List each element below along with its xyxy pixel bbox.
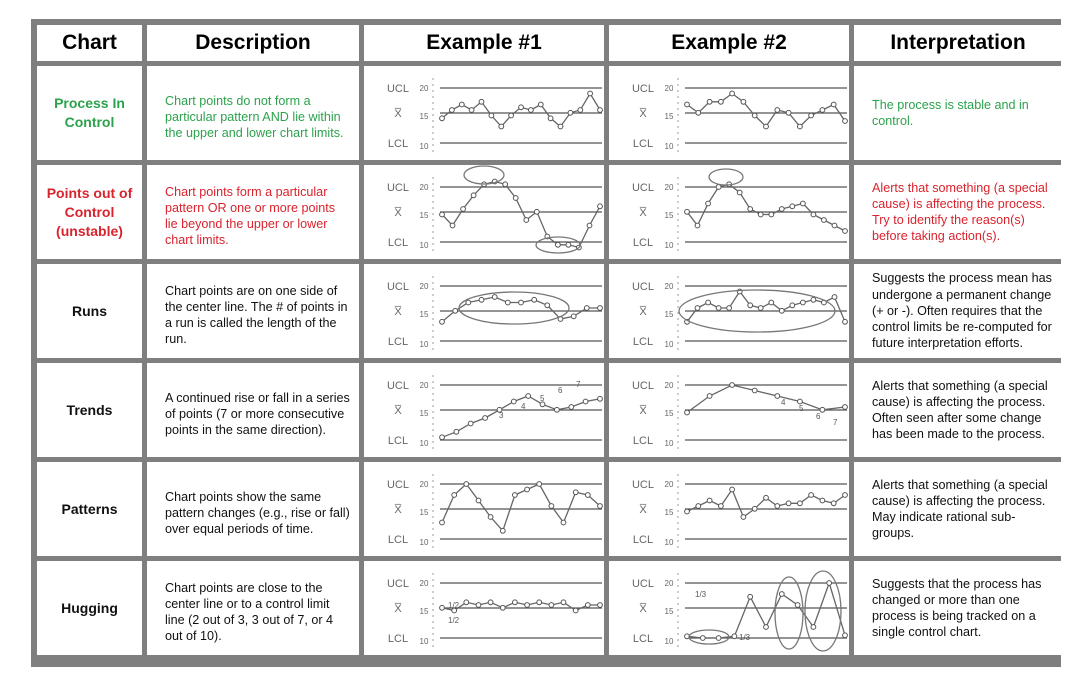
data-point [685,102,690,107]
data-point [707,99,712,104]
data-point [549,504,554,509]
annotation-label: 3 [499,411,504,420]
control-chart-svg [364,363,604,457]
annotation-label: 4 [521,402,526,411]
data-point [716,185,721,190]
axis-label-lcl: LCL [387,633,409,645]
tick-label: 10 [419,439,429,448]
tick-label: 10 [664,538,674,547]
control-chart-svg [609,264,849,358]
data-point [752,506,757,511]
row-name: Runs [37,264,142,358]
tick-label: 20 [664,579,674,588]
axis-label-lcl: LCL [632,138,654,150]
data-point [764,124,769,129]
annotation-label: 1/2 [448,616,460,625]
example-chart-1 [364,363,604,457]
axis-label-lcl: LCL [632,534,654,546]
control-chart-svg [364,66,604,160]
example-chart-1 [364,462,604,556]
data-point [440,212,445,217]
header-example-1: Example #1 [364,25,604,61]
data-point [748,594,753,599]
data-point [752,388,757,393]
data-point [598,504,603,509]
example-chart-1 [364,561,604,655]
highlight-ellipse [709,169,743,185]
annotation-label: 7 [833,418,838,427]
axis-label-ucl: UCL [386,281,410,293]
data-point [440,116,445,121]
data-point [464,482,469,487]
control-chart-svg [609,561,849,655]
data-point [758,212,763,217]
data-point [532,297,537,302]
data-point [571,314,576,319]
data-point [706,300,711,305]
control-chart-svg [609,462,849,556]
tick-label: 10 [664,340,674,349]
axis-label-ucl: UCL [631,281,655,293]
data-point [598,108,603,113]
axis-label-center: X̅ [394,108,402,120]
row-description: A continued rise or fall in a series of points (7 or more consecutive points in the same direction). [147,363,359,457]
data-point [479,99,484,104]
tick-label: 10 [664,439,674,448]
data-point [707,394,712,399]
data-point [798,501,803,506]
data-point [685,410,690,415]
data-point [452,493,457,498]
data-point [573,608,578,613]
data-point [440,435,445,440]
data-point [695,306,700,311]
data-point [519,300,524,305]
control-chart-svg [609,363,849,457]
row-interpretation: Alerts that something (a special cause) is affecting the process. Try to identify the reason(s) before taking action(s). [854,165,1062,259]
data-point [489,113,494,118]
tick-label: 20 [664,183,674,192]
data-point [809,493,814,498]
data-point [500,605,505,610]
data-point [843,229,848,234]
axis-label-lcl: LCL [387,435,409,447]
data-point [832,223,837,228]
header-description: Description [147,25,359,61]
control-chart-svg [364,561,604,655]
data-point [716,636,721,641]
data-point [459,102,464,107]
data-point [732,634,737,639]
data-point [585,603,590,608]
tick-label: 20 [419,579,429,588]
data-point [568,110,573,115]
row-name: Points out of Control (unstable) [37,165,142,259]
data-point [843,493,848,498]
data-point [696,504,701,509]
data-point [573,490,578,495]
data-point [685,209,690,214]
data-point [598,396,603,401]
example-chart-1 [364,165,604,259]
row-description: Chart points show the same pattern changes (e.g., rise or fall) over equal periods of time. [147,462,359,556]
data-point [775,504,780,509]
axis-label-center: X̅ [394,207,402,219]
data-point [538,102,543,107]
axis-label-center: X̅ [394,306,402,318]
data-point [513,600,518,605]
data-point [695,223,700,228]
data-point [764,495,769,500]
data-point [440,605,445,610]
axis-label-center: X̅ [639,207,647,219]
data-point [831,501,836,506]
data-point [700,636,705,641]
axis-label-center: X̅ [639,405,647,417]
annotation-label: 6 [816,412,821,421]
data-point [779,207,784,212]
data-point [779,308,784,313]
data-point [450,223,455,228]
data-point [811,212,816,217]
data-point [529,108,534,113]
data-point [499,124,504,129]
data-point [503,182,508,187]
data-point [769,300,774,305]
example-chart-2 [609,462,849,556]
series-line [687,490,845,518]
example-chart-1 [364,66,604,160]
data-point [707,498,712,503]
data-point [598,204,603,209]
axis-label-ucl: UCL [631,83,655,95]
example-chart-2 [609,165,849,259]
data-point [790,303,795,308]
data-point [598,603,603,608]
data-point [820,407,825,412]
axis-label-ucl: UCL [631,578,655,590]
axis-label-lcl: LCL [632,435,654,447]
tick-label: 20 [664,282,674,291]
data-point [769,212,774,217]
row-description: Chart points form a particular pattern OR one or more points lie beyond the upper or lower chart limits. [147,165,359,259]
row-description: Chart points are on one side of the center line. The # of points in a run is called the length of the run. [147,264,359,358]
data-point [775,108,780,113]
annotation-label: 1/3 [739,633,751,642]
axis-label-ucl: UCL [386,83,410,95]
header-chart: Chart [37,25,142,61]
tick-label: 10 [419,637,429,646]
axis-label-center: X̅ [394,504,402,516]
axis-label-lcl: LCL [387,534,409,546]
row-interpretation: The process is stable and in control. [854,66,1062,160]
tick-label: 10 [419,142,429,151]
axis-label-ucl: UCL [631,380,655,392]
data-point [685,509,690,514]
control-chart-svg [609,165,849,259]
axis-label-lcl: LCL [632,336,654,348]
data-point [466,300,471,305]
example-chart-2 [609,264,849,358]
tick-label: 20 [419,84,429,93]
data-point [548,116,553,121]
annotation-label: 1/2 [448,601,460,610]
data-point [440,319,445,324]
series-line [442,182,600,248]
row-name: Trends [37,363,142,457]
annotation-label: 5 [540,394,545,403]
data-point [505,300,510,305]
data-point [809,113,814,118]
data-point [843,119,848,124]
data-point [820,108,825,113]
data-point [561,520,566,525]
tick-label: 15 [664,607,674,616]
data-point [786,110,791,115]
tick-label: 15 [664,112,674,121]
data-point [545,303,550,308]
data-point [509,113,514,118]
data-point [798,124,803,129]
data-point [476,603,481,608]
data-point [727,306,732,311]
data-point [719,99,724,104]
data-point [461,207,466,212]
data-point [741,515,746,520]
data-point [764,625,769,630]
data-point [471,193,476,198]
axis-label-ucl: UCL [386,182,410,194]
data-point [492,295,497,300]
tick-label: 20 [664,480,674,489]
data-point [748,207,753,212]
row-name: Patterns [37,462,142,556]
data-point [696,110,701,115]
data-point [469,108,474,113]
highlight-ellipse [464,166,504,184]
example-chart-1 [364,264,604,358]
data-point [519,105,524,110]
data-point [779,592,784,597]
data-point [526,394,531,399]
data-point [476,498,481,503]
data-point [468,421,473,426]
tick-label: 15 [419,409,429,418]
example-chart-2 [609,66,849,160]
data-point [748,303,753,308]
control-chart-table [31,19,1061,667]
tick-label: 10 [664,637,674,646]
data-point [811,625,816,630]
axis-label-lcl: LCL [632,237,654,249]
row-interpretation: Alerts that something (a special cause) is affecting the process. Often seen after some change has been made to the process. [854,363,1062,457]
tick-label: 20 [419,282,429,291]
annotation-label: 4 [781,398,786,407]
row-interpretation: Suggests that the process has changed or more than one process is being tracked on a single control chart. [854,561,1062,655]
annotation-label: 1/3 [695,590,707,599]
data-point [730,383,735,388]
tick-label: 15 [664,508,674,517]
annotation-label: 5 [799,404,804,413]
data-point [549,603,554,608]
data-point [464,600,469,605]
tick-label: 15 [419,112,429,121]
tick-label: 15 [419,310,429,319]
data-point [525,603,530,608]
tick-label: 15 [664,409,674,418]
tick-label: 15 [419,508,429,517]
data-point [585,493,590,498]
row-name: Process In Control [37,66,142,160]
data-point [525,487,530,492]
control-chart-svg [364,462,604,556]
data-point [758,306,763,311]
data-point [811,297,816,302]
data-point [578,108,583,113]
control-chart-svg [364,165,604,259]
data-point [822,218,827,223]
tick-label: 10 [664,142,674,151]
axis-label-lcl: LCL [387,336,409,348]
data-point [583,399,588,404]
data-point [843,633,848,638]
data-point [843,319,848,324]
data-point [524,218,529,223]
data-point [537,600,542,605]
axis-label-lcl: LCL [387,138,409,150]
data-point [450,108,455,113]
tick-label: 20 [419,480,429,489]
data-point [513,196,518,201]
data-point [534,209,539,214]
axis-label-ucl: UCL [631,479,655,491]
data-point [488,600,493,605]
data-point [483,416,488,421]
highlight-ellipse [459,292,569,324]
data-point [453,308,458,313]
data-point [479,297,484,302]
data-point [820,498,825,503]
data-point [598,306,603,311]
tick-label: 15 [664,211,674,220]
axis-label-center: X̅ [394,603,402,615]
axis-label-ucl: UCL [631,182,655,194]
annotation-label: 6 [558,386,563,395]
tick-label: 15 [419,607,429,616]
data-point [719,504,724,509]
data-point [706,201,711,206]
control-chart-svg [364,264,604,358]
data-point [801,201,806,206]
data-point [843,405,848,410]
data-point [730,487,735,492]
tick-label: 20 [419,381,429,390]
axis-label-center: X̅ [639,504,647,516]
tick-label: 20 [664,84,674,93]
annotation-label: 7 [576,380,581,389]
data-point [569,405,574,410]
data-point [752,113,757,118]
data-point [716,306,721,311]
axis-label-ucl: UCL [386,380,410,392]
axis-label-lcl: LCL [632,633,654,645]
data-point [775,394,780,399]
data-point [556,242,561,247]
row-name: Hugging [37,561,142,655]
tick-label: 20 [419,183,429,192]
data-point [584,306,589,311]
header-interpretation: Interpretation [854,25,1062,61]
data-point [587,223,592,228]
tick-label: 10 [419,538,429,547]
data-point [737,190,742,195]
example-chart-2 [609,363,849,457]
axis-label-center: X̅ [394,405,402,417]
data-point [440,520,445,525]
control-chart-svg [609,66,849,160]
data-point [801,300,806,305]
table-grid [37,25,1055,661]
row-description: Chart points are close to the center line or to a control limit line (2 out of 3, 3 out of 7, or 4 out of 10). [147,561,359,655]
axis-label-center: X̅ [639,108,647,120]
example-chart-2 [609,561,849,655]
data-point [790,204,795,209]
series-line [687,184,845,231]
data-point [795,603,800,608]
data-point [786,501,791,506]
data-point [566,242,571,247]
data-point [500,528,505,533]
row-interpretation: Suggests the process mean has undergone a permanent change (+ or -). Often requires that the control limits be re-computed for future interpretation efforts. [854,264,1062,358]
data-point [730,91,735,96]
tick-label: 10 [419,340,429,349]
data-point [831,102,836,107]
data-point [513,493,518,498]
data-point [558,124,563,129]
data-point [827,581,832,586]
axis-label-center: X̅ [639,306,647,318]
row-description: Chart points do not form a particular pattern AND lie within the upper and lower chart limits. [147,66,359,160]
header-example-2: Example #2 [609,25,849,61]
data-point [561,600,566,605]
data-point [511,399,516,404]
data-point [537,482,542,487]
data-point [454,429,459,434]
data-point [832,295,837,300]
data-point [555,407,560,412]
tick-label: 15 [664,310,674,319]
tick-label: 15 [419,211,429,220]
tick-label: 10 [664,241,674,250]
axis-label-ucl: UCL [386,479,410,491]
axis-label-center: X̅ [639,603,647,615]
data-point [588,91,593,96]
tick-label: 20 [664,381,674,390]
series-line [687,292,845,322]
axis-label-ucl: UCL [386,578,410,590]
axis-label-lcl: LCL [387,237,409,249]
tick-label: 10 [419,241,429,250]
data-point [488,515,493,520]
row-interpretation: Alerts that something (a special cause) is affecting the process. May indicate rational sub-groups. [854,462,1062,556]
data-point [741,99,746,104]
